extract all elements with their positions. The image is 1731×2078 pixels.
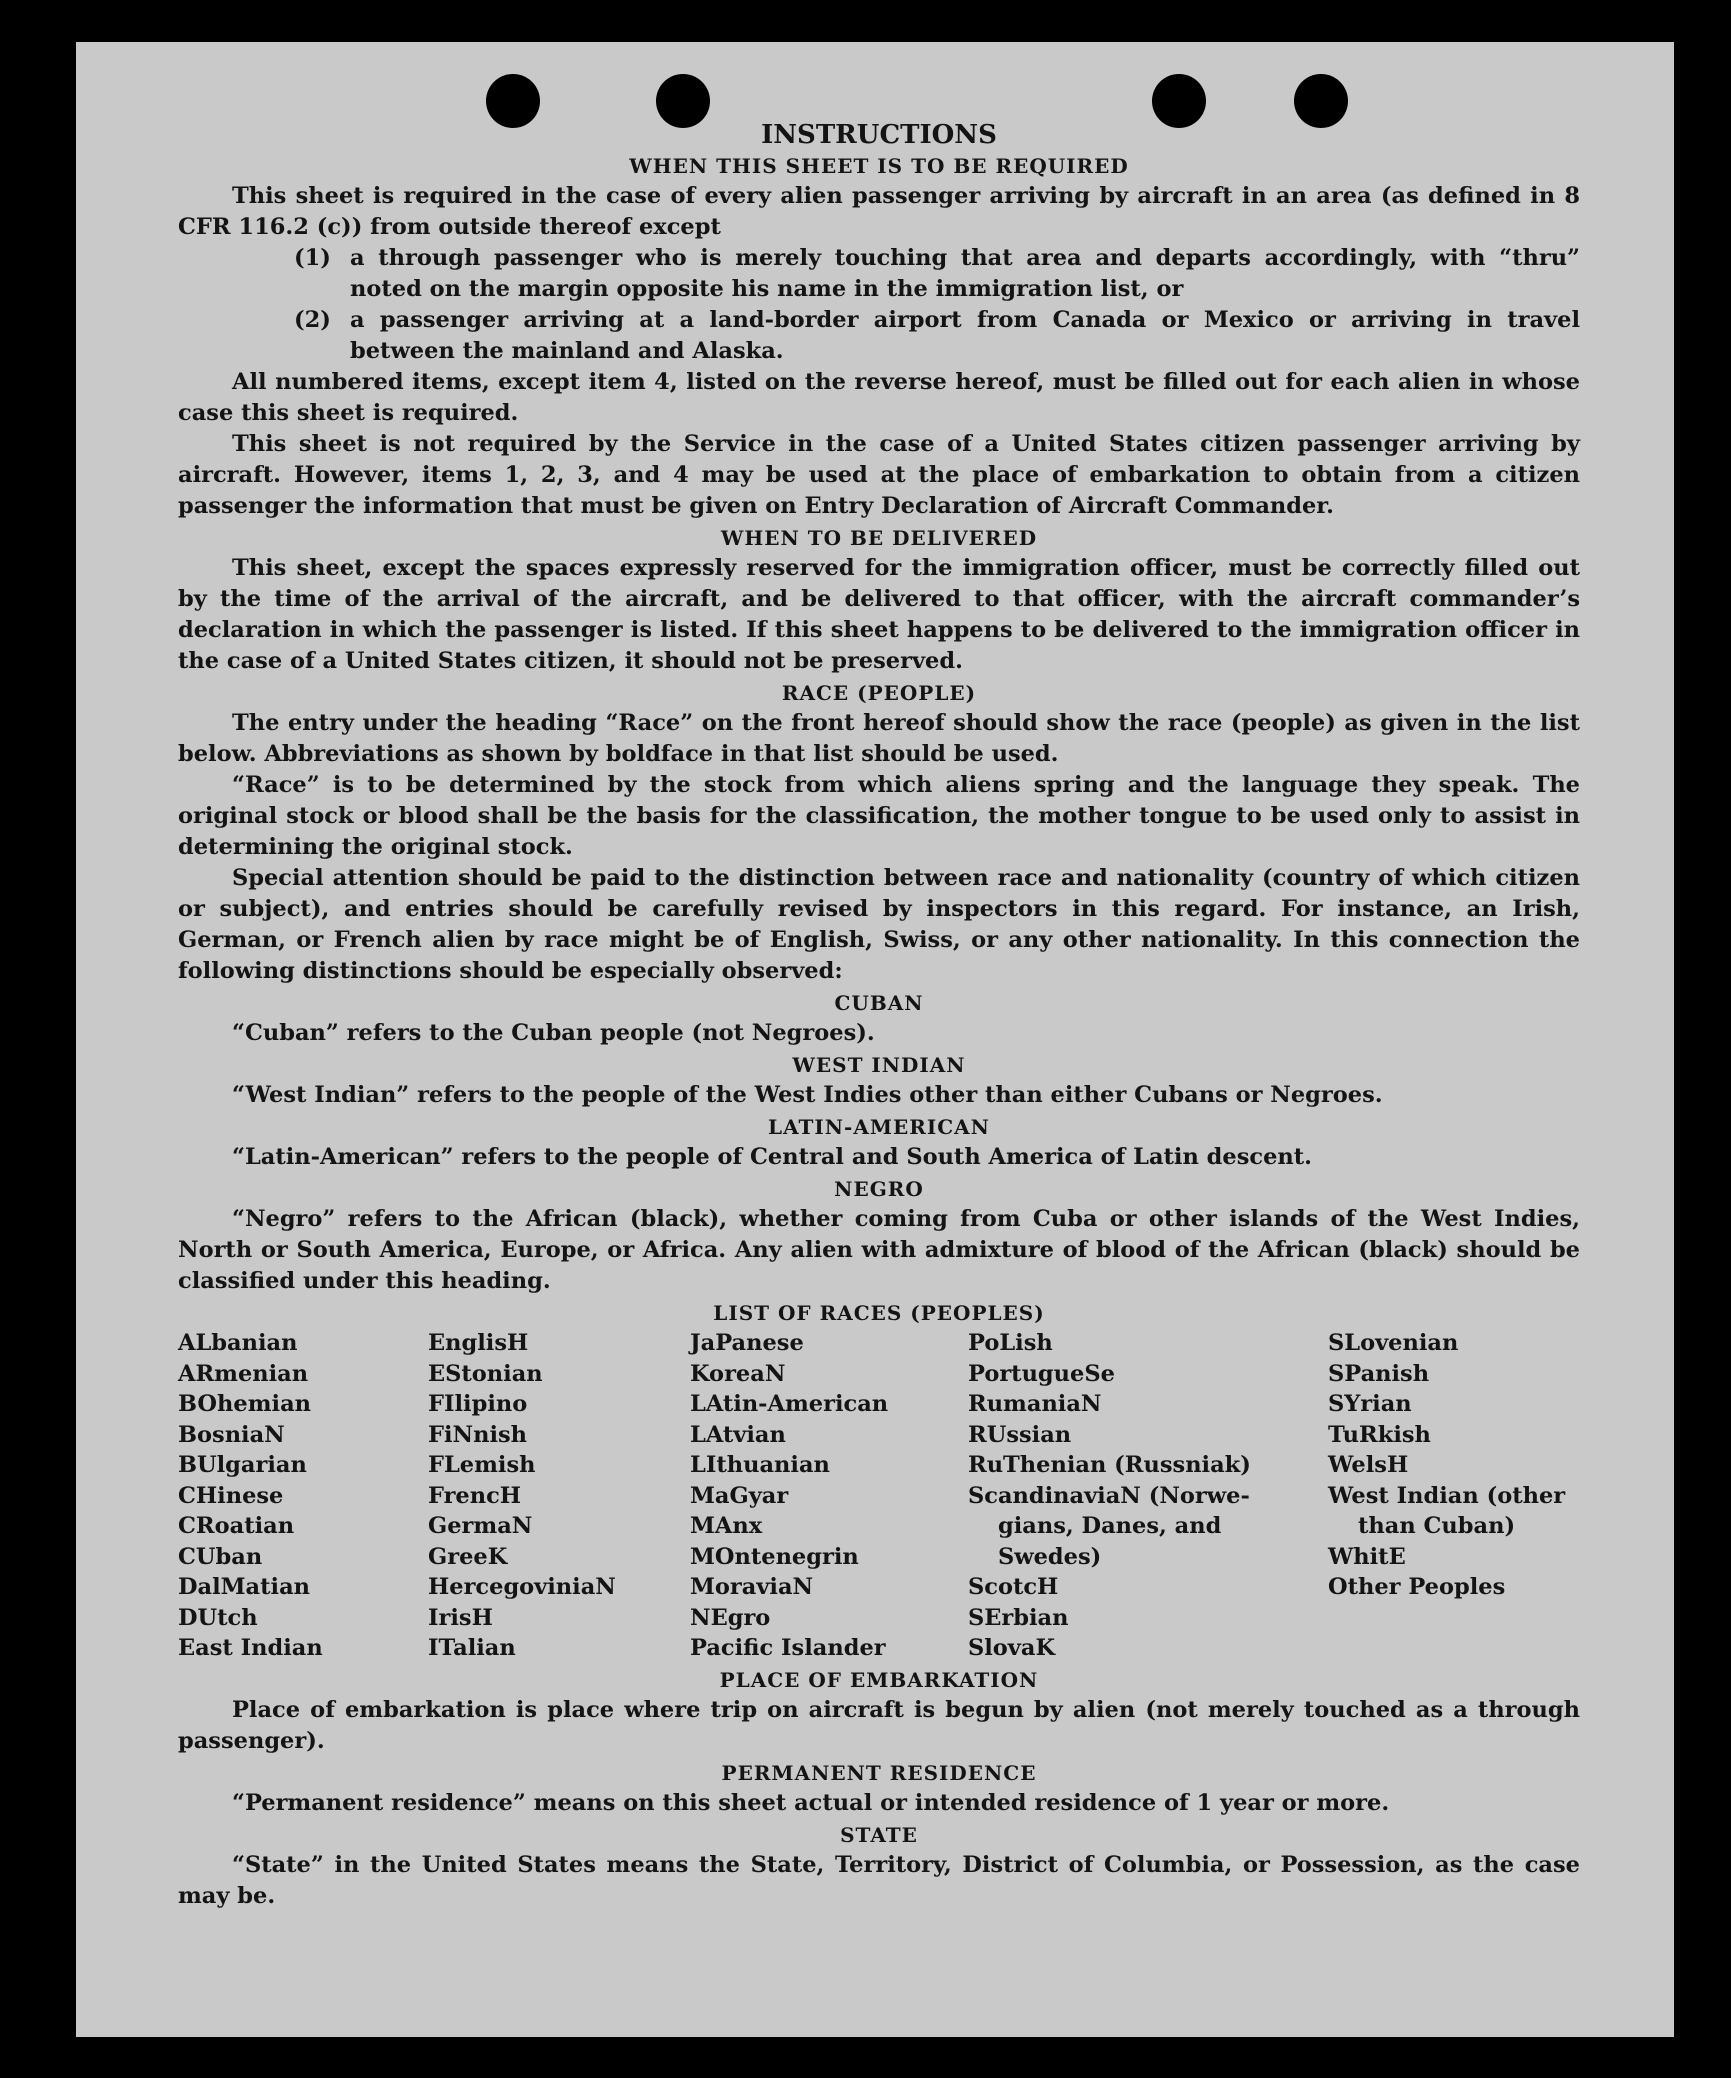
section-heading: NEGRO	[834, 1177, 924, 1201]
race-entry: EnglisH	[428, 1330, 529, 1356]
paragraph: All numbered items, except item 4, listed on the reverse hereof, must be filled out for each alien in whose case this sheet is required.	[178, 369, 1580, 426]
paragraph: “Permanent residence” means on this sheet actual or intended residence of 1 year or more.	[232, 1789, 1390, 1816]
race-entry: West Indian (other	[1328, 1482, 1566, 1509]
race-entry: PoLish	[968, 1330, 1053, 1356]
race-entry: LAtin-American	[690, 1391, 889, 1417]
race-entry: MAnx	[690, 1513, 763, 1539]
race-entry: RuThenian (Russniak)	[968, 1452, 1251, 1478]
instructions-body	[178, 120, 1580, 1912]
race-entry: BosniaN	[178, 1421, 285, 1448]
race-entry: TuRkish	[1328, 1421, 1431, 1448]
item-number: (2)	[294, 307, 331, 333]
race-entry: EStonian	[428, 1360, 543, 1387]
race-entry: BOhemian	[178, 1391, 312, 1417]
race-entry: ALbanian	[178, 1330, 298, 1356]
section-heading: STATE	[840, 1822, 918, 1847]
race-entry: IrisH	[428, 1604, 493, 1631]
race-entry: KoreaN	[690, 1360, 786, 1387]
paragraph: “Cuban” refers to the Cuban people (not Negroes).	[232, 1020, 875, 1046]
race-entry: DalMatian	[178, 1574, 311, 1600]
race-entry: FLemish	[428, 1452, 536, 1478]
paragraph: “Negro” refers to the African (black), whether coming from Cuba or other islands of the West Indies, North or South America, Europe, or Africa. Any alien with admixture of blood of the African (black) should be classified under this heading.	[178, 1206, 1580, 1294]
race-entry: HercegoviniaN	[428, 1574, 616, 1600]
paragraph: This sheet is not required by the Service in the case of a United States citizen passenger arriving by aircraft. However, items 1, 2, 3, and 4 may be used at the place of embarkation to obtain from a citizen passenger the information that must be given on Entry Declaration of Aircraft Commander.	[178, 431, 1580, 519]
section-heading: CUBAN	[834, 991, 924, 1015]
section-heading: RACE (PEOPLE)	[781, 681, 977, 705]
races-column	[968, 1328, 1328, 1664]
race-entry: CUban	[178, 1543, 263, 1570]
race-entry: Other Peoples	[1328, 1574, 1506, 1600]
race-entry: FiNnish	[428, 1421, 528, 1448]
race-entry: DUtch	[178, 1604, 258, 1631]
race-entry: PortugueSe	[968, 1360, 1115, 1387]
page-title: INSTRUCTIONS	[761, 120, 997, 150]
race-entry: ITalian	[428, 1635, 516, 1661]
race-entry: WelsH	[1328, 1452, 1409, 1478]
race-entry: FIlipino	[428, 1391, 528, 1417]
race-entry: GreeK	[428, 1543, 508, 1570]
paragraph: This sheet, except the spaces expressly reserved for the immigration officer, must be correctly filled out by the time of the arrival of the aircraft, and be delivered to that officer, with the aircraft commander’s declaration in which the passenger is listed. If this sheet happens to be delivered to the immigration officer in the case of a United States citizen, it should not be preserved.	[178, 555, 1580, 674]
race-entry: SErbian	[968, 1604, 1069, 1631]
race-entry: FrencH	[428, 1482, 522, 1509]
race-entry: gians, Danes, and	[998, 1513, 1222, 1539]
race-entry: CRoatian	[178, 1513, 295, 1539]
race-entry: BUlgarian	[178, 1452, 307, 1478]
race-entry: NEgro	[690, 1604, 771, 1631]
races-list	[178, 1328, 1580, 1664]
race-entry: SYrian	[1328, 1391, 1412, 1417]
races-column	[178, 1328, 428, 1664]
section-heading: PLACE OF EMBARKATION	[719, 1667, 1039, 1692]
race-entry: MoraviaN	[690, 1574, 814, 1600]
paragraph: “State” in the United States means the State, Territory, District of Columbia, or Possession, as the case may be.	[178, 1851, 1580, 1909]
list-item	[294, 305, 1580, 367]
race-entry: SlovaK	[968, 1635, 1056, 1661]
race-entry: RumaniaN	[968, 1391, 1102, 1417]
race-entry: SPanish	[1328, 1360, 1430, 1387]
race-entry: LIthuanian	[690, 1452, 830, 1478]
race-entry: MaGyar	[690, 1482, 789, 1509]
race-entry: JaPanese	[690, 1330, 804, 1356]
paragraph: This sheet is required in the case of every alien passenger arriving by aircraft in an area (as defined in 8 CFR 116.2 (c)) from outside thereof except	[178, 183, 1580, 240]
document-page	[76, 42, 1674, 2037]
section-heading: WHEN TO BE DELIVERED	[720, 526, 1038, 550]
race-entry: LAtvian	[690, 1421, 786, 1448]
race-entry: WhitE	[1328, 1543, 1406, 1570]
race-entry: Pacific Islander	[690, 1635, 886, 1661]
race-entry: East Indian	[178, 1635, 323, 1661]
list-item	[294, 243, 1580, 305]
paragraph: “Race” is to be determined by the stock from which aliens spring and the language they speak. The original stock or blood shall be the basis for the classification, the mother tongue to be used only to assist in determining the original stock.	[178, 772, 1580, 860]
item-text: a passenger arriving at a land-border airport from Canada or Mexico or arriving in travel between the mainland and Alaska.	[350, 307, 1580, 364]
race-entry: ScotcH	[968, 1574, 1059, 1600]
paragraph: Place of embarkation is place where trip on aircraft is begun by alien (not merely touched as a through passenger).	[178, 1696, 1580, 1754]
item-number: (1)	[294, 245, 331, 271]
race-entry: GermaN	[428, 1513, 533, 1539]
race-entry: MOntenegrin	[690, 1543, 859, 1570]
section-heading: LIST OF RACES (PEOPLES)	[713, 1301, 1045, 1325]
section-heading: PERMANENT RESIDENCE	[721, 1760, 1037, 1785]
race-entry: than Cuban)	[1358, 1513, 1516, 1539]
race-entry: SLovenian	[1328, 1330, 1459, 1356]
section-heading: WHEN THIS SHEET IS TO BE REQUIRED	[629, 154, 1129, 178]
races-column	[428, 1328, 690, 1664]
race-entry: ARmenian	[178, 1360, 309, 1387]
section-heading: WEST INDIAN	[792, 1053, 966, 1077]
paragraph: Special attention should be paid to the distinction between race and nationality (country of which citizen or subject), and entries should be carefully revised by inspectors in this regard. For instance, an Irish, German, or French alien by race might be of English, Swiss, or any other nationality. In this connection the following distinctions should be especially observed:	[178, 865, 1580, 984]
race-entry: Swedes)	[998, 1543, 1102, 1570]
paragraph: “West Indian” refers to the people of the West Indies other than either Cubans or Negroes.	[232, 1082, 1383, 1108]
races-column	[690, 1328, 968, 1664]
race-entry: CHinese	[178, 1482, 284, 1509]
race-entry: RUssian	[968, 1421, 1072, 1448]
section-heading: LATIN-AMERICAN	[768, 1115, 990, 1139]
paragraph: The entry under the heading “Race” on the front hereof should show the race (people) as given in the list below. Abbreviations as shown by boldface in that list should be used.	[178, 710, 1580, 767]
races-column	[1328, 1328, 1580, 1664]
race-entry: ScandinaviaN (Norwe-	[968, 1482, 1250, 1509]
paragraph: “Latin-American” refers to the people of Central and South America of Latin descent.	[232, 1144, 1312, 1170]
item-text: a through passenger who is merely touching that area and departs accordingly, with “thru” noted on the margin opposite his name in the immigration list, or	[350, 245, 1580, 302]
